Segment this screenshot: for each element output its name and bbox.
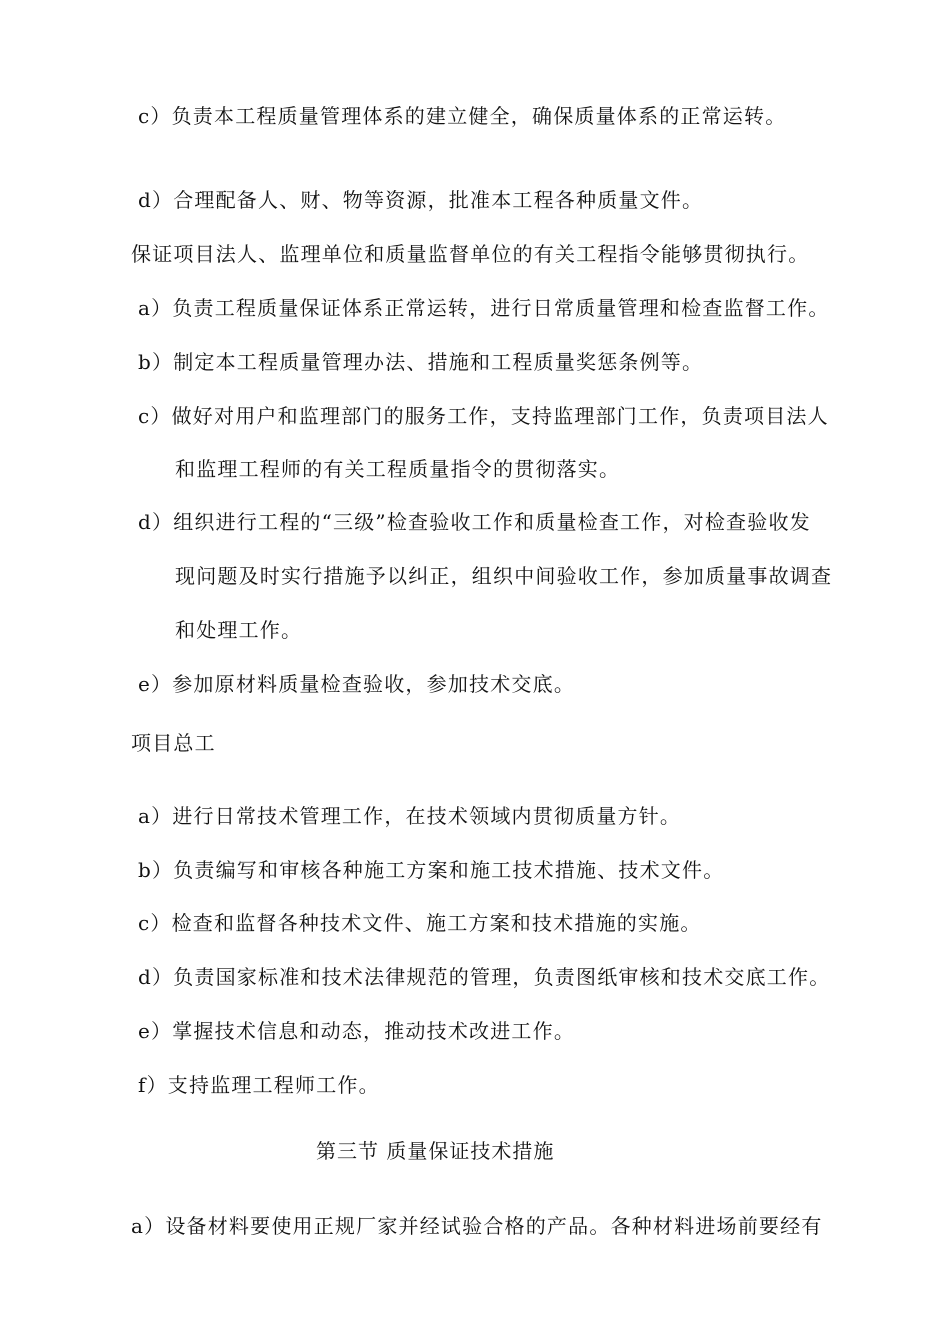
- measure-item-a: a）设备材料要使用正规厂家并经试验合格的产品。各种材料进场前要经有: [131, 1214, 823, 1238]
- quality-item-c-line2: 和监理工程师的有关工程质量指令的贯彻落实。: [175, 457, 621, 481]
- quality-item-e: e）参加原材料质量检查验收，参加技术交底。: [138, 672, 576, 696]
- quality-item-d-line2: 现问题及时实行措施予以纠正，组织中间验收工作，参加质量事故调查: [175, 564, 833, 588]
- quality-item-d-line3: 和处理工作。: [175, 618, 303, 642]
- quality-item-a: a）负责工程质量保证体系正常运转，进行日常质量管理和检查监督工作。: [138, 296, 830, 320]
- quality-item-b: b）制定本工程质量管理办法、措施和工程质量奖惩条例等。: [138, 350, 704, 374]
- chief-item-c: c）检查和监督各种技术文件、施工方案和技术措施的实施。: [138, 911, 702, 935]
- chief-item-e: e）掌握技术信息和动态，推动技术改进工作。: [138, 1019, 576, 1043]
- section-heading: 第三节 质量保证技术措施: [316, 1139, 555, 1163]
- paragraph-assure: 保证项目法人、监理单位和质量监督单位的有关工程指令能够贯彻执行。: [131, 242, 810, 266]
- quality-item-c-line1: c）做好对用户和监理部门的服务工作，支持监理部门工作，负责项目法人: [138, 404, 829, 428]
- duty-item-c: c）负责本工程质量管理体系的建立健全，确保质量体系的正常运转。: [138, 104, 787, 128]
- chief-engineer-title: 项目总工: [131, 731, 216, 755]
- chief-item-f: f）支持监理工程师工作。: [138, 1073, 380, 1097]
- chief-item-d: d）负责国家标准和技术法律规范的管理，负责图纸审核和技术交底工作。: [138, 965, 831, 989]
- duty-item-d: d）合理配备人、财、物等资源，批准本工程各种质量文件。: [138, 188, 704, 212]
- quality-item-d-line1: d）组织进行工程的“三级”检查验收工作和质量检查工作，对检查验收发: [138, 510, 811, 534]
- chief-item-b: b）负责编写和审核各种施工方案和施工技术措施、技术文件。: [138, 858, 725, 882]
- chief-item-a: a）进行日常技术管理工作，在技术领域内贯彻质量方针。: [138, 804, 682, 828]
